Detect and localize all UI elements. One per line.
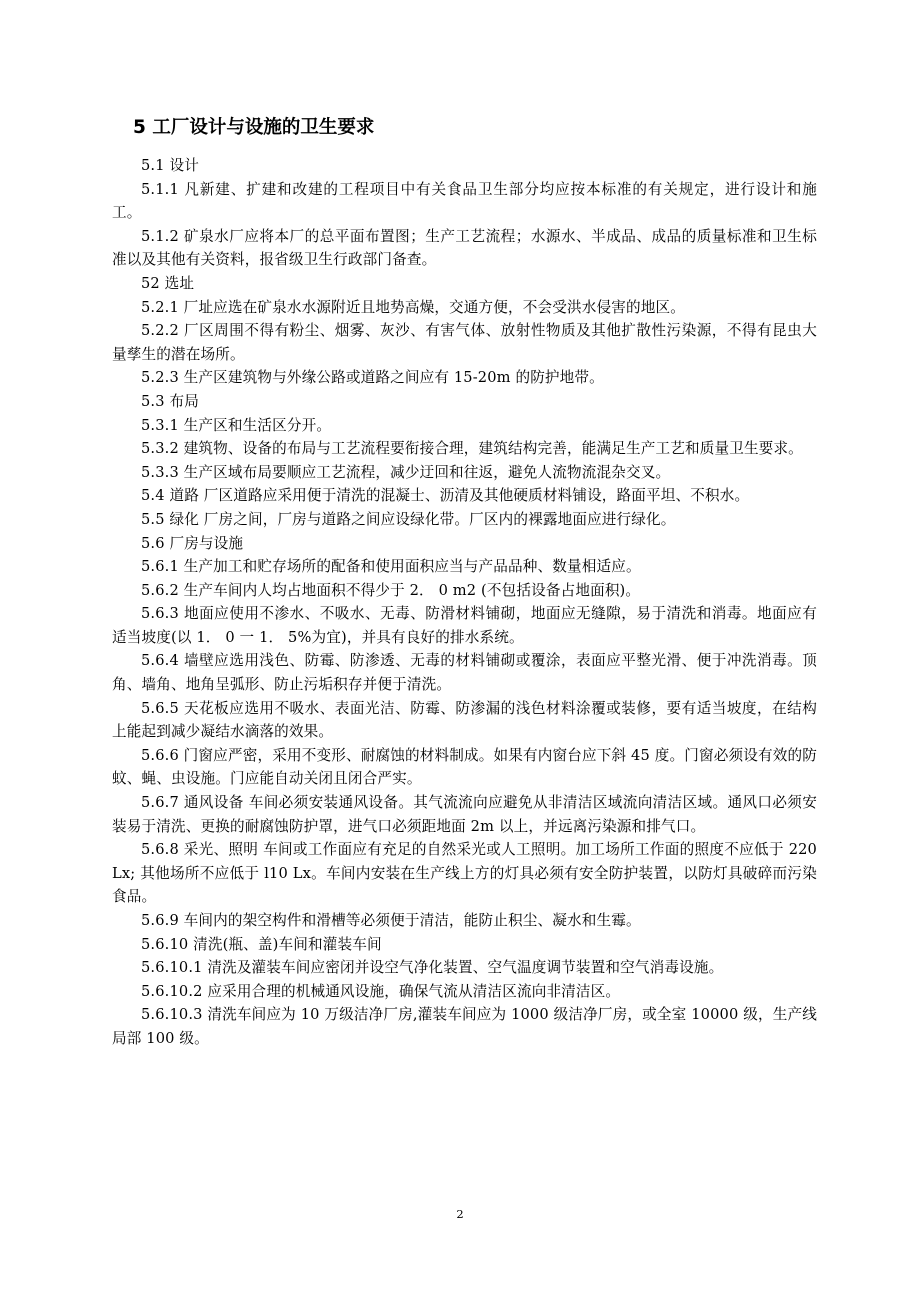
paragraph-5-1-1: 5.1.1 凡新建、扩建和改建的工程项目中有关食品卫生部分均应按本标准的有关规定，进行设计和施工。 [112,180,817,222]
paragraph-5-6-9: 5.6.9 车间内的架空构件和滑槽等必须便于清洁，能防止积尘、凝水和生霉。 [141,912,641,929]
paragraph-5-6-4: 5.6.4 墙壁应选用浅色、防霉、防渗透、无毒的材料铺砌或覆涂，表面应平整光滑、便于冲洗消毒。顶角、墙角、地角呈弧形、防止污垢积存并便于清洗。 [112,652,817,694]
paragraph-5-6-10: 5.6.10 清洗(瓶、盖)车间和灌装车间 [141,935,382,953]
paragraph-5-3: 5.3 布局 [141,392,199,410]
paragraph-5-1: 5.1 设计 [141,157,199,174]
page-number: 2 [456,1207,464,1221]
paragraph-5-2-1: 5.2.1 厂址应选在矿泉水水源附近且地势高燥，交通方便，不会受洪水侵害的地区。 [141,298,685,316]
paragraph-5-6-10-1: 5.6.10.1 清洗及灌装车间应密闭并设空气净化装置、空气温度调节装置和空气消毒设施。 [141,959,724,977]
paragraph-5-6-5: 5.6.5 天花板应选用不吸水、表面光洁、防霉、防渗漏的浅色材料涂覆或装修，要有适当坡度，在结构上能起到减少凝结水滴落的效果。 [112,699,817,741]
paragraph-5-3-1: 5.3.1 生产区和生活区分开。 [141,416,332,434]
paragraph-5-3-3: 5.3.3 生产区域布局要顺应工艺流程，减少迂回和往返，避免人流物流混杂交叉。 [141,463,671,481]
paragraph-5-6-6: 5.6.6 门窗应严密，采用不变形、耐腐蚀的材料制成。如果有内窗台应下斜 45 度。门窗必须设有效的防蚊、蝇、虫设施。门应能自动关闭且闭合严实。 [112,746,817,788]
paragraph-5-3-2: 5.3.2 建筑物、设备的布局与工艺流程要衔接合理，建筑结构完善，能满足生产工艺和质量卫生要求。 [141,440,803,458]
paragraph-5-1-2: 5.1.2 矿泉水厂应将本厂的总平面布置图；生产工艺流程；水源水、半成品、成品的质量标准和卫生标准以及其他有关资料，报省级卫生行政部门备查。 [112,227,817,269]
paragraph-5-6-7: 5.6.7 通风设备 车间必须安装通风设备。其气流流向应避免从非清洁区域流向清洁区域。通风口必须安装易于清洗、更换的耐腐蚀防护罩，进气口必须距地面 2m 以上，并远离污染源和排气口。 [112,794,817,835]
paragraph-5-6-3: 5.6.3 地面应使用不渗水、不吸水、无毒、防滑材料铺砌，地面应无缝隙，易于清洗和消毒。地面应有适当坡度(以 1． 0 一 1． 5%为宜)，并具有良好的排水系统。 [112,605,817,646]
paragraph-5-2-2: 5.2.2 厂区周围不得有粉尘、烟雾、灰沙、有害气体、放射性物质及其他扩散性污染源，不得有昆虫大量孳生的潜在场所。 [112,322,817,363]
paragraph-5-5: 5.5 绿化 厂房之间，厂房与道路之间应设绿化带。厂区内的裸露地面应进行绿化。 [141,510,676,528]
paragraph-5-6: 5.6 厂房与设施 [141,534,244,552]
paragraph-5-6-10-2: 5.6.10.2 应采用合理的机械通风设施，确保气流从清洁区流向非清洁区。 [141,982,621,1000]
paragraph-5-6-1: 5.6.1 生产加工和贮存场所的配备和使用面积应当与产品品种、数量相适应。 [141,558,641,576]
paragraph-5-6-2: 5.6.2 生产车间内人均占地面积不得少于 2． 0 m2 (不包括设备占地面积)。 [141,581,641,599]
paragraph-5-2: 52 选址 [141,274,195,292]
section-heading: 5 工厂设计与设施的卫生要求 [133,117,375,138]
document-body [112,117,817,1051]
paragraph-5-6-10-3: 5.6.10.3 清洗车间应为 10 万级洁净厂房,灌装车间应为 1000 级洁净厂房，或全室 10000 级，生产线局部 100 级。 [112,1006,817,1047]
paragraph-5-6-8: 5.6.8 采光、照明 车间或工作面应有充足的自然采光或人工照明。加工场所工作面的照度不应低于 220 Lx; 其他场所不应低于 l10 Lx。车间内安装在生产线上方的灯具必须有安全防护装置，以防灯具破碎而污染食品。 [112,841,817,906]
paragraph-5-2-3: 5.2.3 生产区建筑物与外缘公路或道路之间应有 15-20m 的防护地带。 [141,369,604,387]
paragraph-5-4: 5.4 道路 厂区道路应采用便于清洗的混凝士、沥清及其他硬质材料铺设，路面平坦、不积水。 [141,487,750,505]
